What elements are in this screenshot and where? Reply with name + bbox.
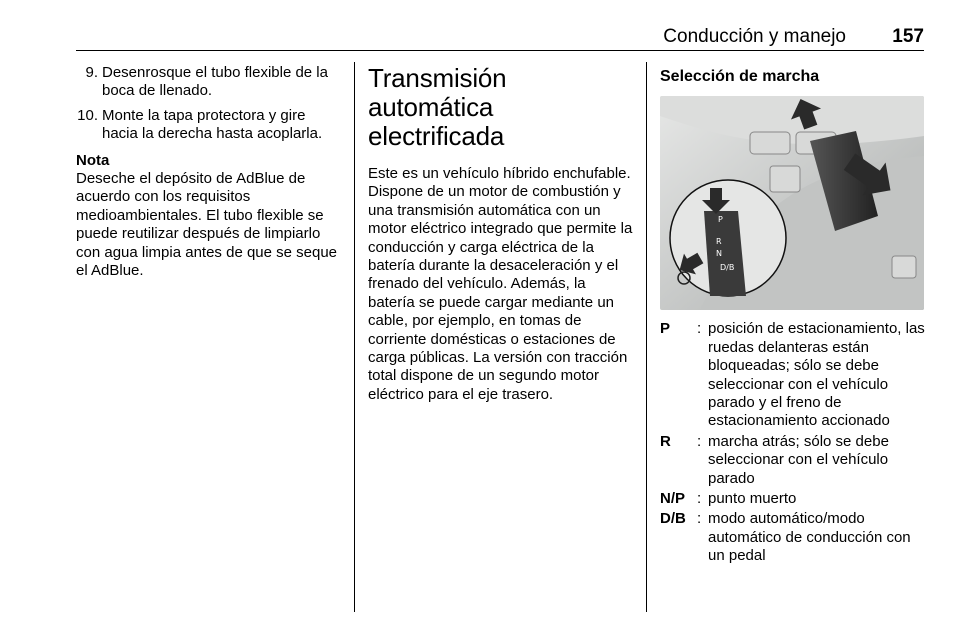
- column-3: [660, 64, 930, 568]
- gear-label: R: [716, 237, 722, 247]
- gear-label: N: [716, 249, 722, 259]
- console-button: [770, 166, 800, 192]
- gear-selector-svg: [660, 96, 924, 310]
- section-title-header: Conducción y manejo: [663, 26, 846, 47]
- subsection-heading: Selección de marcha: [660, 68, 820, 85]
- definition-text: posición de estacionamiento, las ruedas delanteras están bloqueadas; sólo se debe seleccionar con el vehículo parado y el freno de estacionamiento accionado: [708, 320, 925, 430]
- step-text: Monte la tapa protectora y gire hacia la derecha hasta acoplarla.: [102, 106, 323, 143]
- list-item: [660, 490, 930, 508]
- heading-line-2: automática electrificada: [368, 92, 505, 151]
- note-text: Deseche el depósito de AdBlue de acuerdo con los requisitos medioambientales. El tubo flexible se puede reutilizar después de limpiarlo con agua limpia antes de que se seque el AdBlue.: [76, 170, 338, 280]
- page-number: 157: [892, 26, 924, 47]
- console-button: [750, 132, 790, 154]
- step-number: 9.: [85, 64, 98, 81]
- gear-label: D/B: [720, 263, 735, 273]
- definition-colon: :: [697, 490, 702, 508]
- column-divider-2: [646, 62, 647, 612]
- page-header: [76, 22, 924, 51]
- list-item: [660, 320, 930, 430]
- definition-colon: :: [697, 320, 702, 338]
- definition-colon: :: [697, 510, 702, 528]
- gear-definition-list: [660, 320, 930, 565]
- step-number: 10.: [77, 106, 98, 124]
- column-1: [76, 64, 344, 280]
- definition-term: N/P: [660, 490, 686, 508]
- note-label: Nota: [76, 151, 110, 169]
- column-2: [368, 64, 636, 404]
- list-item: [76, 107, 344, 144]
- definition-term: P: [660, 320, 671, 338]
- list-item: [660, 433, 930, 488]
- console-button: [892, 256, 916, 278]
- definition-text: punto muerto: [708, 490, 797, 508]
- definition-text: marcha atrás; sólo se debe seleccionar con el vehículo parado: [708, 432, 889, 487]
- step-text: Desenrosque el tubo flexible de la boca de llenado.: [102, 64, 328, 100]
- gear-selector-illustration: [660, 96, 924, 310]
- list-item: [76, 64, 344, 101]
- gear-label: P: [718, 215, 723, 225]
- section-heading: [368, 64, 636, 151]
- definition-term: D/B: [660, 510, 686, 528]
- heading-line-1: Transmisión: [368, 63, 507, 93]
- list-item: [660, 510, 930, 565]
- definition-term: R: [660, 432, 671, 450]
- body-paragraph: Este es un vehículo híbrido enchufable. Dispone de un motor de combustión y una transmisión automática con un motor eléctrico integrado que permite la conducción y carga eléctrica de la batería durante la desaceleración y el frenado del vehículo. Además, la batería se puede cargar mediante un cable, por ejemplo, en tomas de corriente domésticas o estaciones de carga públicas. La versión con tracción total dispone de un segundo motor eléctrico para el eje trasero.: [368, 165, 633, 403]
- column-divider-1: [354, 62, 355, 612]
- step-list: [76, 64, 344, 144]
- definition-colon: :: [697, 432, 702, 450]
- definition-text: modo automático/modo automático de conducción con un pedal: [708, 510, 911, 565]
